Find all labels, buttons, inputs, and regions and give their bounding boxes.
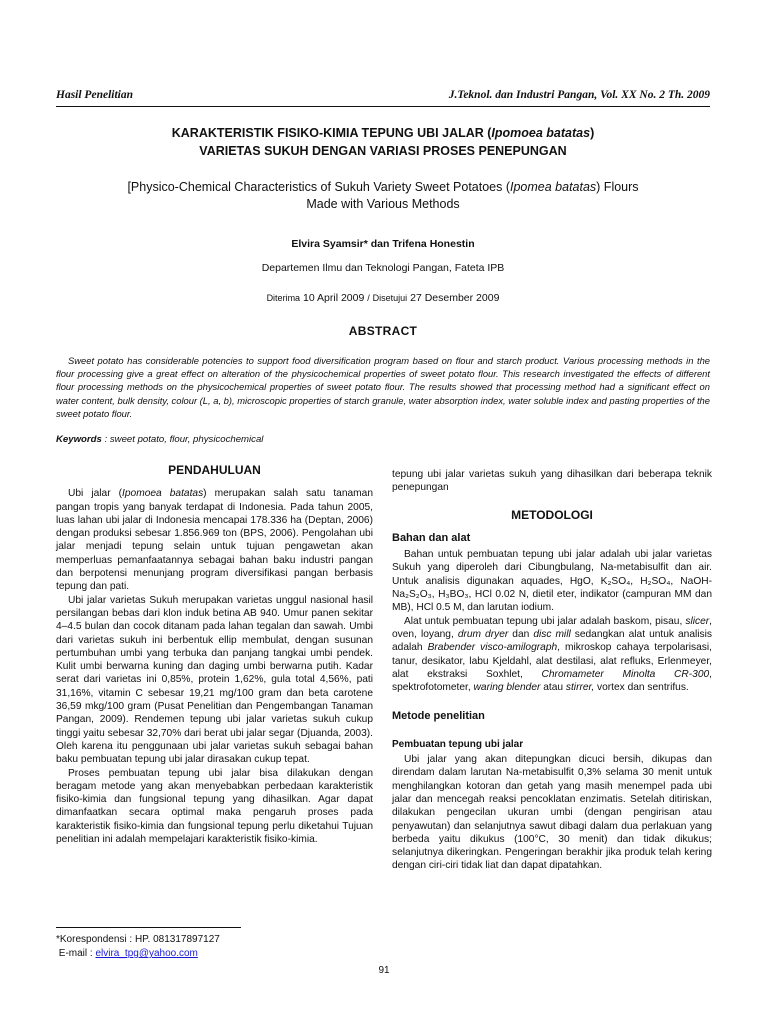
page-number: 91 xyxy=(378,965,390,976)
paragraph-continuation: tepung ubi jalar varietas sukuh yang dihasilkan dari beberapa teknik penepungan xyxy=(392,469,712,494)
paper-title-line1: KARAKTERISTIK FISIKO-KIMIA TEPUNG UBI JALAR (Ipomoea batatas) xyxy=(171,126,595,140)
abstract-heading: ABSTRACT xyxy=(348,324,418,338)
paragraph: Bahan untuk pembuatan tepung ubi jalar adalah ubi jalar varietas Sukuh yang diperoleh dari Cibungbulang, Na-metabisulfit dan air. Untuk analisis digunakan aquades, HgO, K₂SO₄, H₂SO₄, NaOH-Na₂S₂O₃, H₃BO₃, HCl 0.02 N, dietil eter, indikator (campuran MM dan MB), HCl 0.5 M, dan larutan iodium. xyxy=(392,549,712,614)
running-header-left: Hasil Penelitian xyxy=(56,89,133,101)
paragraph: Ubi jalar varietas Sukuh merupakan varietas unggul nasional hasil persilangan bebas dari klon induk betina AB 940. Umur panen sekitar 4–4.5 bulan dan cocok ditanam pada lahan tegalan dan sawah. Umbi dari varietas sukuh ini berbentuk ellip membulat, dengan susunan pertumbuhan umbi yang terbuka dan panjang tangkai umbi pendek. Kulit umbi berwarna kuning dan daging umbi berwarna putih. Kadar serat dari varietas ini 0,85%, protein 1,62%, gula total 4,56%, pati 31,16%, vitamin C sebesar 19,21 mg/100 gram dan beta carotene 36,59 mkg/100 gram (Pusat Penelitian dan Pengembangan Tanaman Pangan, 2009). Rendemen tepung ubi jalar varietas sukuh cukup tinggi yaitu sebesar 32,70% dari berat ubi jalar segar (Djuanda, 2003). Oleh karena itu penggunaan ubi jalar varietas sukuh sebagai bahan baku pembuatan tepung ubi jalar dirasakan cukup tepat. xyxy=(56,594,373,766)
paper-subtitle-line2: Made with Various Methods xyxy=(306,197,460,211)
footnote-rule xyxy=(56,927,241,928)
subheading-pembuatan-tepung: Pembuatan tepung ubi jalar xyxy=(392,738,524,750)
section-heading-pendahuluan: PENDAHULUAN xyxy=(168,463,261,477)
running-header-right: J.Teknol. dan Industri Pangan, Vol. XX No. 2 Th. 2009 xyxy=(448,89,710,101)
abstract-text: Sweet potato has considerable potencies to support food diversification program based on flour and starch product. Various processing methods in the flour processing give a great effect on alteration of the physicochemical properties of sweet potato flour. This research investigated the effects of different flour processing methods on the physicochemical properties of sweet potato flour. The results showed that processing method had a significant effect on water content, bulk density, colour (L, a, b), microscopic properties of starch granule, water absorption index, water soluble index and pasting properties of the sweet potato flour. xyxy=(56,355,710,419)
section-heading-metodologi: METODOLOGI xyxy=(511,507,593,522)
footnote-email-line: E-mail : elvira_tpg@yahoo.com xyxy=(58,948,198,959)
authors: Elvira Syamsir* dan Trifena Honestin xyxy=(291,238,475,250)
email-link[interactable]: elvira_tpg@yahoo.com xyxy=(95,948,198,959)
paragraph: Proses pembuatan tepung ubi jalar bisa dilakukan dengan beragam metode yang akan menyebabkan perbedaan karakteristik fisiko-kimia dan fungsional tepung yang dihasilkan. Agar dapat dimanfaatkan secara optimal maka pengaruh proses pada karakteristik fisiko-kimia dan fungsional tepung perlu diketahui Tujuan penelitian ini adalah mempelajari karakteristik fisiko-kimia. xyxy=(56,767,373,846)
right-column xyxy=(392,468,712,873)
keywords-value: : sweet potato, flour, physicochemical xyxy=(104,434,264,445)
keywords xyxy=(56,434,263,445)
submission-dates: Diterima 10 April 2009 / Disetujui 27 Desember 2009 xyxy=(266,292,500,304)
paper-subtitle xyxy=(56,179,710,213)
paragraph: Alat untuk pembuatan tepung ubi jalar adalah baskom, pisau, slicer, oven, loyang, drum dryer dan disc mill sedangkan alat untuk analisis adalah Brabender visco-amilograph, mikroskop cahaya terpolarisasi, tanur, desikator, labu Kjeldahl, alat destilasi, alat refluks, Erlenmeyer, alat ekstraksi Soxhlet, Chromameter Minolta CR-300, spektrofotometer, waring blender atau stirrer, vortex dan sentrifus. xyxy=(392,615,712,694)
paper-subtitle-line1: [Physico-Chemical Characteristics of Sukuh Variety Sweet Potatoes (Ipomea batatas) Flours xyxy=(127,180,639,194)
subheading-bahan-dan-alat: Bahan dan alat xyxy=(392,531,471,544)
paragraph: Ubi jalar yang akan ditepungkan dicuci bersih, dikupas dan direndam dalam larutan Na-metabisulfit 0,3% selama 30 menit untuk menghilangkan kotoran dan getah yang masih menempel pada ubi jalar dan mencegah reaksi pencoklatan enzimatis. Setelah ditiriskan, dilakukan pengecilan ukuran umbi (dengan pengirisan atau penyawutan) dan selanjutnya sawut dibagi dalam dua perlakuan yang berbeda yaitu dikukus (100°C, 30 menit) dan tidak dikukus; selanjutnya dikeringkan. Pengeringan berakhir jika produk telah kering dengan ciri-ciri tidak liat dan dapat dipatahkan. xyxy=(392,754,712,872)
paper-title-line2: VARIETAS SUKUH DENGAN VARIASI PROSES PENEPUNGAN xyxy=(199,144,567,158)
footnote-correspondence: *Korespondensi : HP. 081317897127 xyxy=(56,934,220,945)
subheading-metode-penelitian: Metode penelitian xyxy=(392,710,485,723)
header-rule xyxy=(56,106,710,107)
keywords-label: Keywords xyxy=(56,434,102,445)
footnote xyxy=(56,933,220,961)
paragraph: Ubi jalar (Ipomoea batatas) merupakan salah satu tanaman pangan tropis yang banyak terdapat di Indonesia. Pada tahun 2005, luas lahan ubi jalar di Indonesia mencapai 178.336 ha (Deptan, 2006) dengan produksi sebesar 1.856.969 ton (BPS, 2006). Pengolahan ubi jalar menjadi tepung selain untuk tujuan pengawetan akan memperluas pemanfaatannya sebagai bahan baku industri pangan dan berpotensi menunjang program diversifikasi pangan berbasis tepung dan pati. xyxy=(56,488,374,593)
left-column xyxy=(56,464,373,846)
paper-title xyxy=(56,124,710,160)
affiliation: Departemen Ilmu dan Teknologi Pangan, Fateta IPB xyxy=(261,262,505,274)
